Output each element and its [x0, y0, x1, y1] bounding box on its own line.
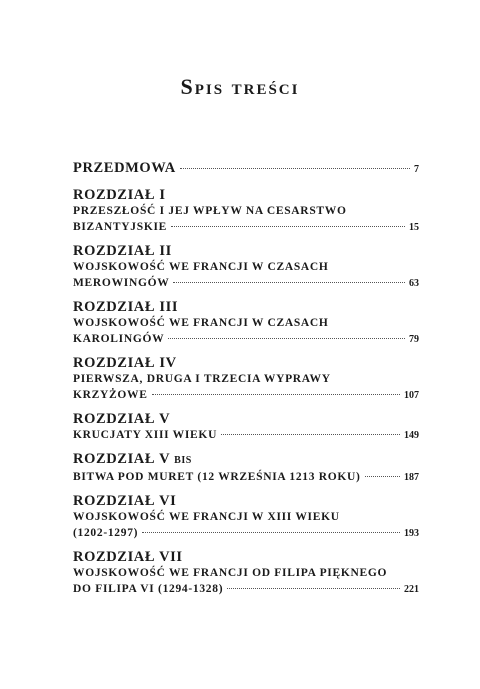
entry-title-line: PRZEDMOWA: [73, 160, 176, 176]
entry-title-line: PRZESZŁOŚĆ I JEJ WPŁYW NA CESARSTWO: [73, 205, 347, 217]
toc-entry-chapter-3: [73, 299, 419, 348]
dot-leader: [227, 588, 400, 589]
entry-title-line: KRUCJATY XIII WIEKU: [73, 429, 218, 441]
page-number: 187: [404, 472, 419, 483]
dot-leader: [168, 338, 405, 339]
page-number: 7: [414, 164, 419, 175]
chapter-heading-text: ROZDZIAŁ V: [73, 451, 170, 467]
toc-entry-preface: [73, 160, 419, 178]
toc-list: [73, 160, 419, 605]
chapter-heading: ROZDZIAŁ II: [73, 243, 172, 259]
entry-title-line: PIERWSZA, DRUGA I TRZECIA WYPRAWY: [73, 373, 331, 385]
page-number: 221: [404, 584, 419, 595]
toc-entry-chapter-4: [73, 355, 419, 404]
page-number: 15: [409, 222, 419, 233]
page-number: 63: [409, 278, 419, 289]
chapter-heading: [73, 451, 419, 469]
entry-title-line: DO FILIPA VI (1294-1328): [73, 583, 224, 595]
chapter-heading: ROZDZIAŁ V: [73, 411, 171, 427]
dot-leader: [173, 282, 405, 283]
dot-leader: [152, 394, 400, 395]
entry-title-line: BIZANTYJSKIE: [73, 221, 168, 233]
dot-leader: [365, 476, 400, 477]
chapter-heading: ROZDZIAŁ IV: [73, 355, 177, 371]
entry-title-line: WOJSKOWOŚĆ WE FRANCJI W CZASACH: [73, 317, 329, 329]
entry-title-line: BITWA POD MURET (12 WRZEŚNIA 1213 ROKU): [73, 471, 361, 483]
chapter-heading-suffix: BIS: [174, 455, 192, 466]
entry-title-line: KAROLINGÓW: [73, 333, 165, 345]
toc-entry-chapter-5-bis: [73, 451, 419, 486]
chapter-heading: ROZDZIAŁ VI: [73, 493, 177, 509]
toc-entry-chapter-1: [73, 187, 419, 236]
page-number: 79: [409, 334, 419, 345]
dot-leader: [221, 434, 400, 435]
chapter-heading: ROZDZIAŁ III: [73, 299, 179, 315]
toc-entry-chapter-5: [73, 411, 419, 444]
chapter-heading: ROZDZIAŁ I: [73, 187, 166, 203]
toc-entry-chapter-2: [73, 243, 419, 292]
entry-title-line: WOJSKOWOŚĆ WE FRANCJI W XIII WIEKU: [73, 511, 340, 523]
toc-entry-chapter-7: [73, 549, 419, 598]
page-number: 193: [404, 528, 419, 539]
chapter-heading: ROZDZIAŁ VII: [73, 549, 183, 565]
dot-leader: [142, 532, 400, 533]
page-number: 107: [404, 390, 419, 401]
entry-title-line: WOJSKOWOŚĆ WE FRANCJI W CZASACH: [73, 261, 329, 273]
page-number: 149: [404, 430, 419, 441]
dot-leader: [180, 168, 410, 169]
entry-title-line: KRZYŻOWE: [73, 389, 148, 401]
entry-title-line: WOJSKOWOŚĆ WE FRANCJI OD FILIPA PIĘKNEGO: [73, 567, 388, 579]
entry-title-line: (1202-1297): [73, 527, 139, 539]
entry-title-line: MEROWINGÓW: [73, 277, 170, 289]
dot-leader: [171, 226, 405, 227]
toc-entry-chapter-6: [73, 493, 419, 542]
page-title: Spis treści: [180, 74, 300, 99]
